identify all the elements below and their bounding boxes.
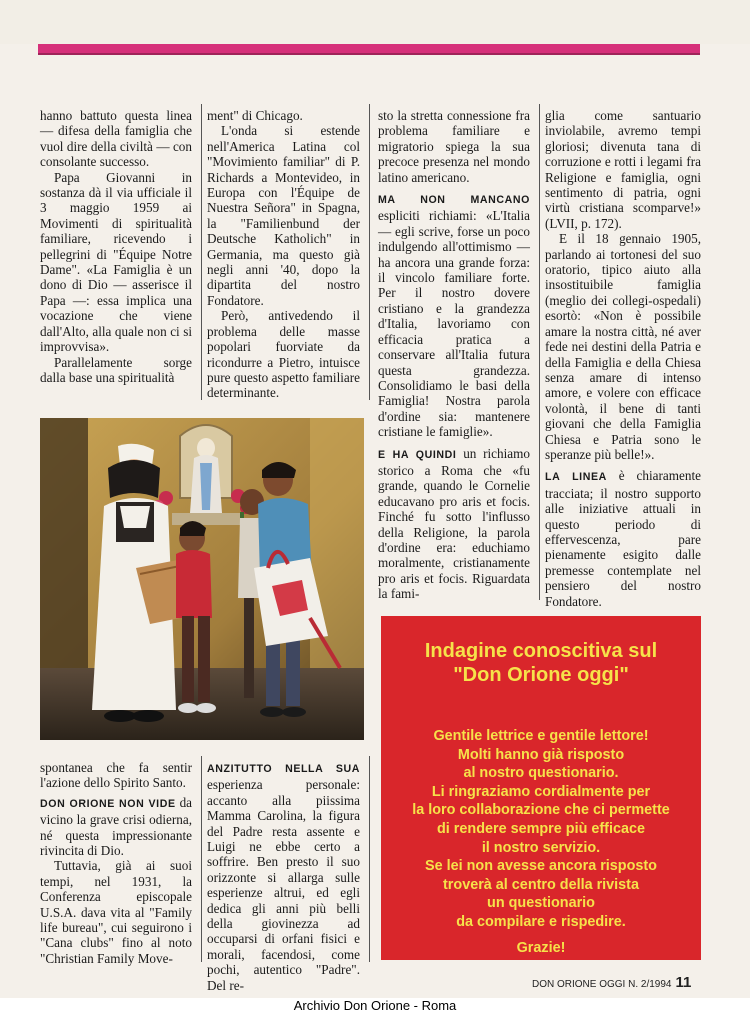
col1-paragraph-c: Parallelamente sorge dalla base una spiritualità [40,354,192,385]
col3-lead-c: E HA QUINDI [378,448,457,461]
column-1-bottom [40,760,192,966]
survey-line: Gentile lettrice e gentile lettore! [433,728,649,744]
survey-line: la loro collaborazione che ci permette [412,802,670,819]
survey-line: da compilare e rispedire. [456,913,626,930]
col3-paragraph-a: sto la stretta connessione fra problema familiare e migratorio spiega la sua precoce presenza nel mondo latino americano. [378,108,530,185]
column-2-bottom [207,760,360,993]
survey-line: Molti hanno già risposto [457,746,625,763]
survey-line: Li ringraziamo cordialmente per [431,783,651,800]
col1-paragraph-d: spontanea che fa sentir l'azione dello Spirito Santo. [40,760,192,791]
col1-paragraph-e [40,795,192,859]
column-divider-3 [539,104,540,600]
header-color-rule [38,44,700,53]
column-divider-1-bottom [201,756,202,962]
survey-body [381,727,701,932]
page-number: 11 [675,974,692,991]
col1-lead-e: DON ORIONE NON VIDE [40,797,176,810]
col4-text-c: è chiaramente tracciata; il nostro supporto alle iniziative attuali in questo periodo di effervescenza, pare pienamente esigito dalle premesse contemplate nel pensiero del nostro Fondatore. [545,468,701,609]
column-divider-2-top [369,104,370,400]
journal-issue: DON ORIONE OGGI N. 2/1994 [532,979,672,990]
col1-text-e: da vicino la grave crisi odierna, né questa impressionante rivincita di Dio. [40,794,193,859]
archive-caption: Archivio Don Orione - Roma [0,998,750,1014]
photo-illustration [40,418,364,740]
col2-paragraph-c: Però, antivedendo il problema delle masse popolari fuorviate da ricondurre a Pietro, intuisce pure questo aspetto familiare determinante. [207,308,360,401]
column-3 [378,108,530,602]
survey-thanks: Grazie! [516,939,566,956]
column-2-top [207,108,360,401]
survey-title-line-1: Indagine conoscitiva sul [424,640,658,662]
survey-line: di rendere sempre più efficace [437,820,645,837]
col2-lead-d: ANZITUTTO NELLA SUA [207,763,360,775]
scan-top-margin [0,0,750,44]
col2-paragraph-d [207,760,360,993]
survey-line: un questionario [487,895,595,912]
col2-paragraph-a: ment" di Chicago. [207,108,303,123]
col3-lead-b: MA NON MANCANO [378,194,530,207]
col4-paragraph-b: E il 18 gennaio 1905, parlando ai tortonesi del suo oratorio, tipico aiuto alla insostituibile famiglia (meglio dei collegi-ospedali) esortò: «Non è possibile amare la nostra città, né aver fede nei destini della Patria e della Famiglia e della Chiesa senza amare di intenso amore, e volere con efficace volontà, il bene di tanti giovani che della Famiglia Chiesa e Patria sono le speranze più belle!». [545,231,701,462]
survey-title-line-2: "Don Orione oggi" [453,664,629,686]
column-divider-1-top [201,104,202,400]
header-rule-shadow [38,53,700,55]
col1-paragraph-b: Papa Giovanni in sostanza dà il via ufficiale il 3 maggio 1959 ai Movimenti di spiritualità familiare, ricevendo i pellegrini di "Équipe Notre Dame". «La Famiglia è un dono di Dio — asserisce il Papa —: essa implica una vocazione che viene dall'Alto, alla quale non ci si improvvisa». [40,169,192,355]
col4-paragraph-a: glia come santuario inviolabile, avremo tempi gloriosi; divenuta tana di corruzione e rotti i legami fra Religione e famiglia, ogni sentimento di patria, ogni virtù cristiana scomparve!» (LVII, p. 172). [545,108,701,231]
col3-paragraph-c [378,446,530,602]
photo-nun-with-children [40,418,364,740]
survey-line: il nostro servizio. [481,839,601,856]
column-divider-2-bottom [369,756,370,962]
col1-paragraph-a: hanno battuto questa linea — difesa della famiglia che vuol dire della civiltà — con consolante successo. [40,108,192,170]
col4-paragraph-c [545,468,701,609]
survey-line: Se lei non avesse ancora risposto [425,858,657,875]
col3-text-c: un richiamo storico a Roma che «fu grande, quando le Cornelie educavano pro aris et focis. Finché fu sotto l'influsso della Religione, la parola d'ordine era: educhiamo moralmente, cristianamente pro aris et focis. Riguardata la fami- [378,445,530,602]
column-1-top [40,108,192,385]
survey-box [381,616,701,960]
col3-paragraph-b [378,191,530,440]
col3-text-b: espliciti richiami: «L'Italia — egli scrive, forse un poco indulgendo all'ottimismo — ha ancora una grande forza: il vincolo familiare forte. Per il nostro dovere cristiano e la grandezza d'Italia, lavoriamo con efficacia pratica a conservare all'Italia futura questa grandezza. Consolidiamo le basi della Famiglia! Nostra parola d'ordine sia: mantenere cristiane le famiglie». [378,208,530,440]
col1-paragraph-f: Tuttavia, già ai suoi tempi, nel 1931, la Conferenza episcopale U.S.A. dava vita al "Family life bureau", cui seguirono i "Cana clubs" fino al noto "Christian Family Move- [40,858,192,966]
page-footer [532,974,691,991]
survey-line: al nostro questionario. [463,765,619,782]
column-4 [545,108,701,609]
col2-text-d: esperienza personale: accanto alla piissima Mamma Carolina, la figura del Padre resta assente e Luigi ne ebbe certo a soffrire. Ben presto il suo orizzonte si allarga sulle esperienze altrui, ed egli dedica gli anni più belli della giovinezza ad occuparsi di orfani fisici e morali, facendosi, come pochi, autentico "Padre". Del re- [207,777,360,993]
survey-line: troverà al centro della rivista [443,876,639,893]
col4-lead-c: LA LINEA [545,471,607,484]
col2-paragraph-b: L'onda si estende nell'America Latina col "Movimiento familiar" di P. Richards a Montevideo, in Europa con l'Équipe de Nuestra Señora" in Spagna, la "Familienbund der Deutsche Katholich" in Germania, ma questo già negli anni '40, dopo la dipartita del nostro Fondatore. [207,123,360,308]
